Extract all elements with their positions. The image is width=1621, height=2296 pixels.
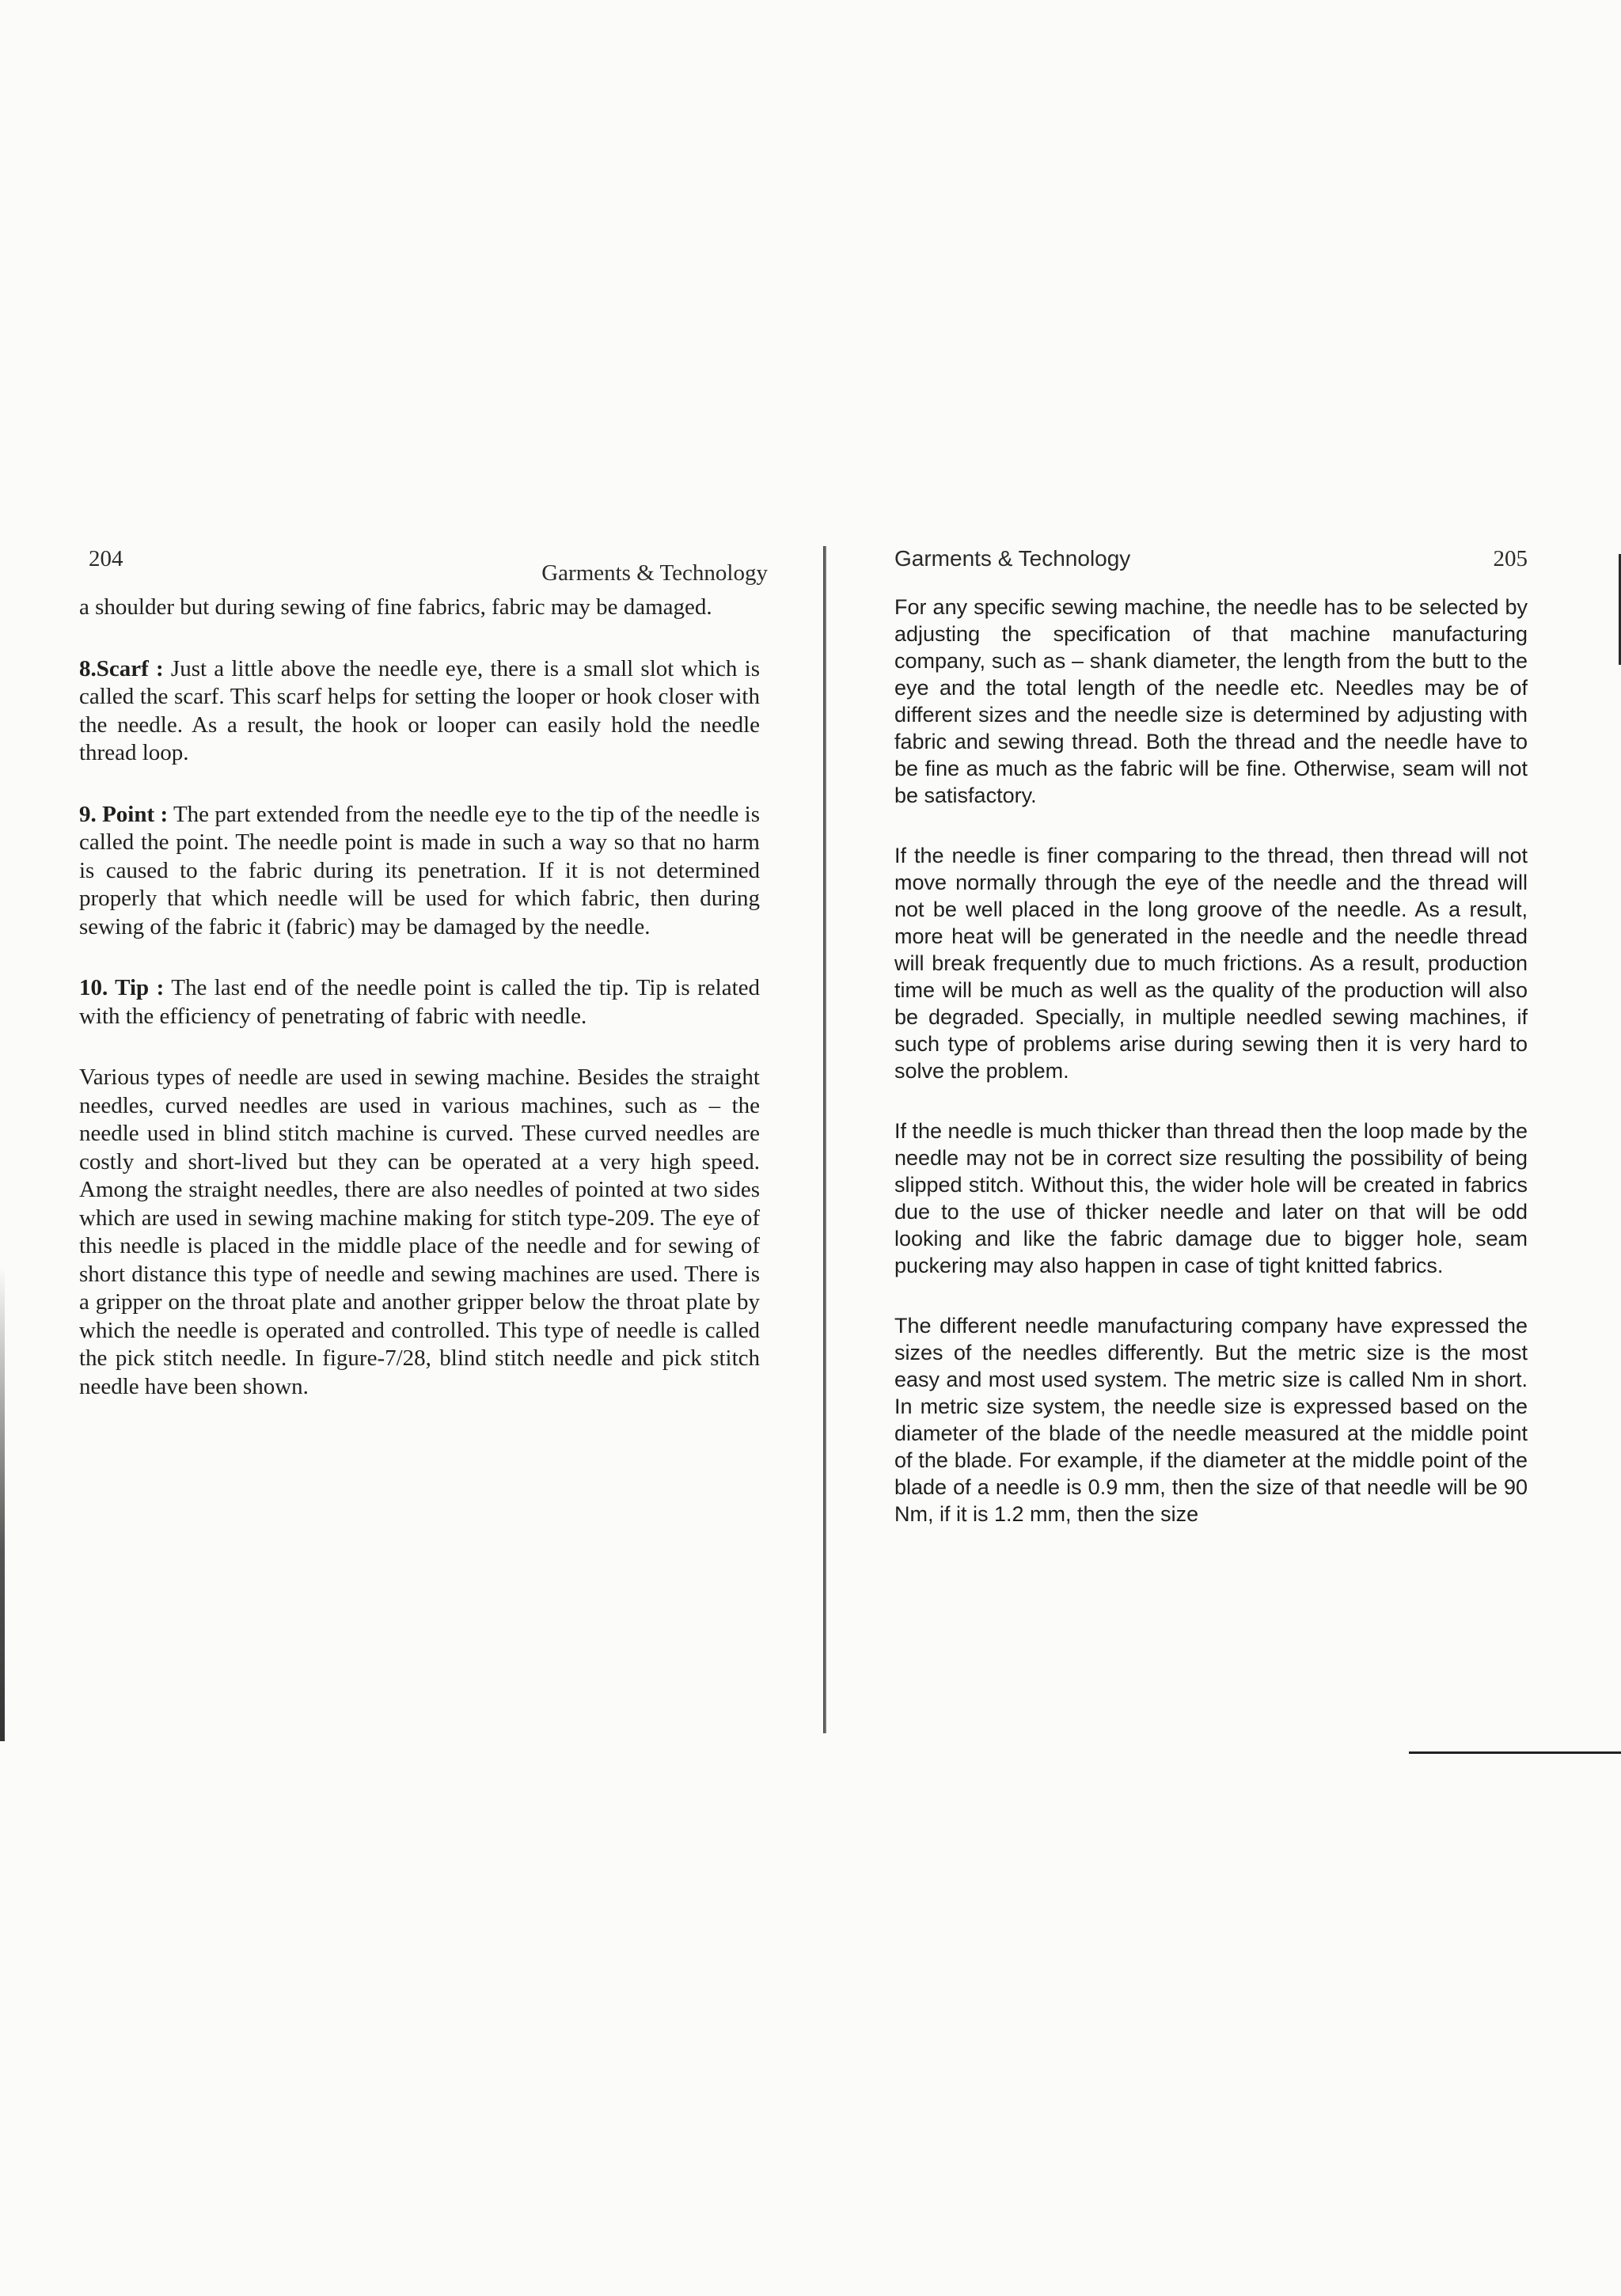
paragraph-text: The part extended from the needle eye to the tip of the needle is called the point. The needle point is made in such a way so that no harm is caused to the fabric during its penetration. If it is not determined properly that which needle will be used for which fabric, then during sewing of the fabric it (fabric) may be damaged by the needle. (79, 801, 760, 939)
left-running-head (79, 546, 768, 594)
left-page (79, 546, 768, 1434)
paragraph (79, 801, 760, 942)
page-number: 205 (1493, 546, 1528, 571)
paragraph (79, 974, 760, 1030)
right-page (894, 546, 1528, 1561)
paragraph-text: a shoulder but during sewing of fine fabrics, fabric may be damaged. (79, 594, 712, 620)
paragraph (79, 594, 760, 622)
term-scarf: 8.Scarf : (79, 655, 164, 681)
paragraph-text: The last end of the needle point is called the tip. Tip is related with the efficiency of penetrating of fabric with needle. (79, 975, 760, 1029)
page-gutter (823, 546, 826, 1733)
paragraph: If the needle is much thicker than thread then the loop made by the needle may not be in correct size resulting the possibility of being slipped stitch. Without this, the wider hole will be created in fabrics due to the use of thicker needle and later on that will be odd looking and like the fabric damage due to bigger hole, seam puckering may also happen in case of tight knitted fabrics. (894, 1119, 1528, 1277)
term-point: 9. Point : (79, 801, 169, 827)
paragraph (79, 1064, 760, 1401)
header-title: Garments & Technology (894, 546, 1131, 571)
term-tip: 10. Tip : (79, 975, 165, 1000)
paragraph: For any specific sewing machine, the needle has to be selected by adjusting the specification of that machine manufacturing company, such as – shank diameter, the length from the butt to the eye and the total length of the needle etc. Needles may be of different sizes and the needle size is determined by adjusting with fabric and sewing thread. Both the thread and the needle have to be fine as much as the fabric will be fine. Otherwise, seam will not be satisfactory. (894, 595, 1528, 807)
right-running-head (894, 546, 1528, 594)
page-number: 204 (89, 546, 123, 571)
scan-bottom-mark (1409, 1751, 1621, 1754)
header-title: Garments & Technology (541, 560, 768, 586)
paragraph: If the needle is finer comparing to the thread, then thread will not move normally through the eye of the needle and the thread will not be well placed in the long groove of the needle. As a result, more heat will be generated in the needle and the needle thread will break frequently due to much frictions. As a result, production time will be much as well as the quality of the production will also be degraded. Specially, in multiple needled sewing machines, if such type of problems arise during sewing then it is very hard to solve the problem. (894, 844, 1528, 1083)
paragraph: The different needle manufacturing company have expressed the sizes of the needles differently. But the metric size is the most easy and most used system. The metric size is called Nm in short. In metric size system, the needle size is expressed based on the diameter of the blade of the needle measured at the middle point of the blade. For example, if the diameter at the middle point of the blade of a needle is 0.9 mm, then the size of that needle will be 90 Nm, if it is 1.2 mm, then the size (894, 1314, 1528, 1526)
paragraph (79, 655, 760, 768)
paragraph-text: Just a little above the needle eye, there is a small slot which is called the scarf. This scarf helps for setting the looper or hook closer with the needle. As a result, the hook or looper can easily hold the needle thread loop. (79, 655, 761, 765)
paragraph-text: Various types of needle are used in sewing machine. Besides the straight needles, curved needles are used in various machines, such as – the needle used in blind stitch machine is curved. These curved needles are costly and short-lived but they can be operated at a very high speed. Among the straight needles, there are also needles of pointed at two sides which are used in sewing machine making for stitch type-209. The eye of this needle is placed in the middle place of the needle and for sewing of short distance this type of needle and sewing machines are used. There is a gripper on the throat plate and another gripper below the throat plate by which the needle is operated and controlled. This type of needle is called the pick stitch needle. In figure-7/28, blind stitch needle and pick stitch needle have been shown. (79, 1065, 760, 1399)
scan-edge-shadow (0, 1266, 5, 1741)
